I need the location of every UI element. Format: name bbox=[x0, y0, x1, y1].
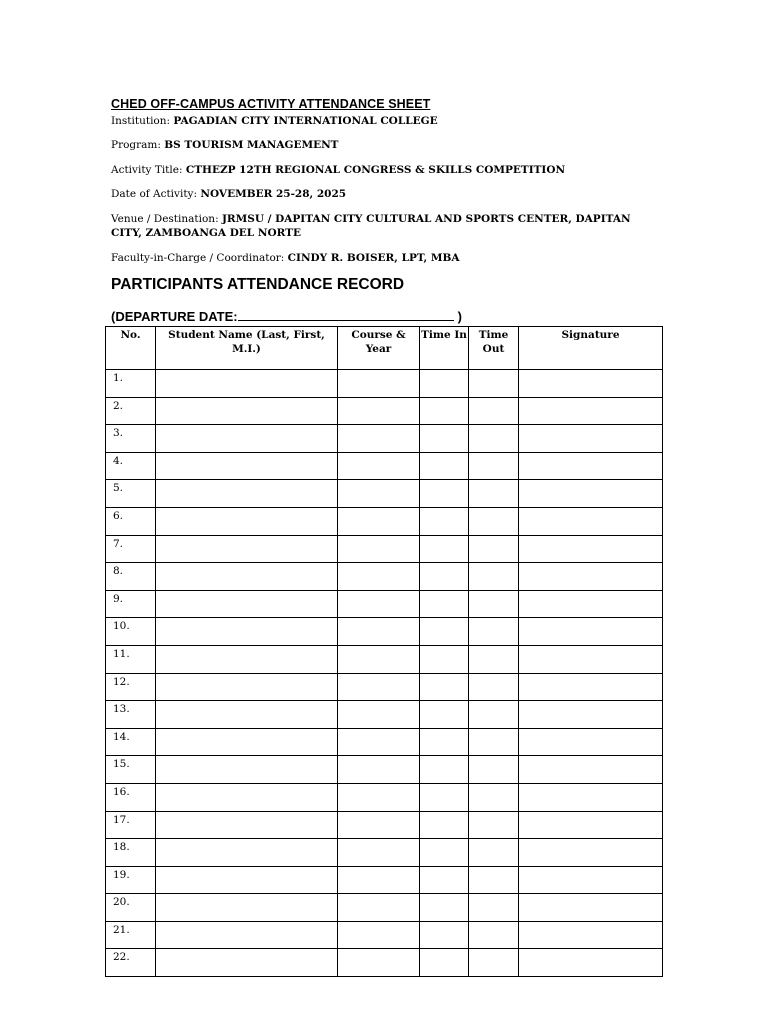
time-in-cell[interactable] bbox=[420, 894, 469, 922]
header-course-year: Course & Year bbox=[338, 327, 420, 370]
student-name-cell[interactable] bbox=[156, 480, 338, 508]
table-row bbox=[106, 728, 663, 756]
time-in-cell[interactable] bbox=[420, 728, 469, 756]
table-row bbox=[106, 894, 663, 922]
table-row bbox=[106, 425, 663, 453]
signature-cell[interactable] bbox=[519, 618, 663, 646]
time-in-cell[interactable] bbox=[420, 921, 469, 949]
time-out-cell[interactable] bbox=[469, 701, 519, 729]
signature-cell[interactable] bbox=[519, 397, 663, 425]
course-year-cell[interactable] bbox=[338, 728, 420, 756]
table-row bbox=[106, 397, 663, 425]
table-row bbox=[106, 535, 663, 563]
table-row bbox=[106, 949, 663, 977]
table-row bbox=[106, 866, 663, 894]
attendance-table-body bbox=[106, 370, 663, 977]
row-number: 9. bbox=[106, 590, 156, 618]
program-line bbox=[111, 138, 651, 152]
row-number: 16. bbox=[106, 783, 156, 811]
time-in-cell[interactable] bbox=[420, 480, 469, 508]
student-name-cell[interactable] bbox=[156, 673, 338, 701]
time-in-cell[interactable] bbox=[420, 507, 469, 535]
row-number: 5. bbox=[106, 480, 156, 508]
institution-label: Institution: bbox=[111, 115, 171, 127]
course-year-cell[interactable] bbox=[338, 452, 420, 480]
course-year-cell[interactable] bbox=[338, 673, 420, 701]
row-number: 6. bbox=[106, 507, 156, 535]
time-in-cell[interactable] bbox=[420, 370, 469, 398]
course-year-cell[interactable] bbox=[338, 590, 420, 618]
student-name-cell[interactable] bbox=[156, 618, 338, 646]
student-name-cell[interactable] bbox=[156, 728, 338, 756]
signature-cell[interactable] bbox=[519, 701, 663, 729]
row-number: 8. bbox=[106, 563, 156, 591]
signature-cell[interactable] bbox=[519, 811, 663, 839]
time-out-cell[interactable] bbox=[469, 811, 519, 839]
table-row bbox=[106, 839, 663, 867]
time-out-cell[interactable] bbox=[469, 783, 519, 811]
student-name-cell[interactable] bbox=[156, 921, 338, 949]
time-in-cell[interactable] bbox=[420, 839, 469, 867]
student-name-cell[interactable] bbox=[156, 590, 338, 618]
time-out-cell[interactable] bbox=[469, 618, 519, 646]
time-out-cell[interactable] bbox=[469, 507, 519, 535]
row-number: 15. bbox=[106, 756, 156, 784]
time-out-cell[interactable] bbox=[469, 756, 519, 784]
table-row bbox=[106, 618, 663, 646]
time-out-cell[interactable] bbox=[469, 563, 519, 591]
course-year-cell[interactable] bbox=[338, 894, 420, 922]
time-out-cell[interactable] bbox=[469, 452, 519, 480]
student-name-cell[interactable] bbox=[156, 783, 338, 811]
table-row bbox=[106, 645, 663, 673]
table-row bbox=[106, 701, 663, 729]
row-number: 14. bbox=[106, 728, 156, 756]
signature-cell[interactable] bbox=[519, 866, 663, 894]
signature-cell[interactable] bbox=[519, 949, 663, 977]
row-number: 20. bbox=[106, 894, 156, 922]
coordinator-label: Faculty-in-Charge / Coordinator: bbox=[111, 252, 285, 264]
header-no: No. bbox=[106, 327, 156, 370]
course-year-cell[interactable] bbox=[338, 866, 420, 894]
table-row bbox=[106, 783, 663, 811]
row-number: 22. bbox=[106, 949, 156, 977]
time-in-cell[interactable] bbox=[420, 949, 469, 977]
time-out-cell[interactable] bbox=[469, 425, 519, 453]
header-signature: Signature bbox=[519, 327, 663, 370]
date-of-activity-line bbox=[111, 187, 651, 201]
time-out-cell[interactable] bbox=[469, 866, 519, 894]
course-year-cell[interactable] bbox=[338, 921, 420, 949]
course-year-cell[interactable] bbox=[338, 563, 420, 591]
time-in-cell[interactable] bbox=[420, 618, 469, 646]
time-out-cell[interactable] bbox=[469, 590, 519, 618]
coordinator-line bbox=[111, 251, 651, 265]
signature-cell[interactable] bbox=[519, 563, 663, 591]
signature-cell[interactable] bbox=[519, 673, 663, 701]
time-in-cell[interactable] bbox=[420, 452, 469, 480]
student-name-cell[interactable] bbox=[156, 535, 338, 563]
time-in-cell[interactable] bbox=[420, 590, 469, 618]
table-row bbox=[106, 921, 663, 949]
row-number: 17. bbox=[106, 811, 156, 839]
table-row bbox=[106, 507, 663, 535]
signature-cell[interactable] bbox=[519, 728, 663, 756]
student-name-cell[interactable] bbox=[156, 645, 338, 673]
time-out-cell[interactable] bbox=[469, 480, 519, 508]
signature-cell[interactable] bbox=[519, 370, 663, 398]
time-out-cell[interactable] bbox=[469, 535, 519, 563]
header-time-out: Time Out bbox=[469, 327, 519, 370]
signature-cell[interactable] bbox=[519, 894, 663, 922]
student-name-cell[interactable] bbox=[156, 452, 338, 480]
departure-date-blank[interactable] bbox=[238, 308, 454, 321]
table-row bbox=[106, 563, 663, 591]
course-year-cell[interactable] bbox=[338, 839, 420, 867]
row-number: 7. bbox=[106, 535, 156, 563]
time-in-cell[interactable] bbox=[420, 783, 469, 811]
table-row bbox=[106, 590, 663, 618]
header-time-in: Time In bbox=[420, 327, 469, 370]
departure-date-close: ) bbox=[457, 309, 462, 324]
time-out-cell[interactable] bbox=[469, 673, 519, 701]
time-in-cell[interactable] bbox=[420, 866, 469, 894]
row-number: 12. bbox=[106, 673, 156, 701]
student-name-cell[interactable] bbox=[156, 563, 338, 591]
row-number: 21. bbox=[106, 921, 156, 949]
student-name-cell[interactable] bbox=[156, 507, 338, 535]
student-name-cell[interactable] bbox=[156, 811, 338, 839]
time-in-cell[interactable] bbox=[420, 701, 469, 729]
coordinator-value: CINDY R. BOISER, LPT, MBA bbox=[287, 252, 460, 264]
signature-cell[interactable] bbox=[519, 839, 663, 867]
course-year-cell[interactable] bbox=[338, 783, 420, 811]
signature-cell[interactable] bbox=[519, 783, 663, 811]
course-year-cell[interactable] bbox=[338, 811, 420, 839]
time-in-cell[interactable] bbox=[420, 397, 469, 425]
student-name-cell[interactable] bbox=[156, 894, 338, 922]
program-label: Program: bbox=[111, 139, 161, 151]
venue-value: JRMSU / DAPITAN CITY CULTURAL AND SPORTS CENTER, DAPITAN CITY, ZAMBOANGA DEL NORTE bbox=[111, 213, 631, 239]
institution-value: PAGADIAN CITY INTERNATIONAL COLLEGE bbox=[173, 115, 438, 127]
row-number: 3. bbox=[106, 425, 156, 453]
time-out-cell[interactable] bbox=[469, 728, 519, 756]
course-year-cell[interactable] bbox=[338, 618, 420, 646]
time-in-cell[interactable] bbox=[420, 756, 469, 784]
time-in-cell[interactable] bbox=[420, 535, 469, 563]
student-name-cell[interactable] bbox=[156, 701, 338, 729]
time-in-cell[interactable] bbox=[420, 645, 469, 673]
course-year-cell[interactable] bbox=[338, 756, 420, 784]
header-student-name: Student Name (Last, First, M.I.) bbox=[156, 327, 338, 370]
time-out-cell[interactable] bbox=[469, 839, 519, 867]
signature-cell[interactable] bbox=[519, 452, 663, 480]
institution-line bbox=[111, 114, 651, 128]
course-year-cell[interactable] bbox=[338, 949, 420, 977]
row-number: 18. bbox=[106, 839, 156, 867]
activity-title-label: Activity Title: bbox=[111, 164, 183, 176]
time-out-cell[interactable] bbox=[469, 370, 519, 398]
program-value: BS TOURISM MANAGEMENT bbox=[164, 139, 339, 151]
time-in-cell[interactable] bbox=[420, 673, 469, 701]
signature-cell[interactable] bbox=[519, 507, 663, 535]
record-title: PARTICIPANTS ATTENDANCE RECORD bbox=[111, 276, 405, 293]
time-out-cell[interactable] bbox=[469, 397, 519, 425]
row-number: 2. bbox=[106, 397, 156, 425]
row-number: 11. bbox=[106, 645, 156, 673]
course-year-cell[interactable] bbox=[338, 425, 420, 453]
student-name-cell[interactable] bbox=[156, 425, 338, 453]
venue-label: Venue / Destination: bbox=[111, 213, 219, 225]
activity-title-value: CTHEZP 12TH REGIONAL CONGRESS & SKILLS COMPETITION bbox=[185, 164, 566, 176]
table-row bbox=[106, 370, 663, 398]
table-row bbox=[106, 673, 663, 701]
time-out-cell[interactable] bbox=[469, 645, 519, 673]
row-number: 1. bbox=[106, 370, 156, 398]
row-number: 19. bbox=[106, 866, 156, 894]
departure-date-line bbox=[111, 308, 462, 324]
table-row bbox=[106, 756, 663, 784]
course-year-cell[interactable] bbox=[338, 701, 420, 729]
activity-title-line bbox=[111, 163, 651, 177]
signature-cell[interactable] bbox=[519, 921, 663, 949]
time-in-cell[interactable] bbox=[420, 811, 469, 839]
time-out-cell[interactable] bbox=[469, 894, 519, 922]
student-name-cell[interactable] bbox=[156, 949, 338, 977]
course-year-cell[interactable] bbox=[338, 480, 420, 508]
signature-cell[interactable] bbox=[519, 425, 663, 453]
student-name-cell[interactable] bbox=[156, 370, 338, 398]
time-out-cell[interactable] bbox=[469, 921, 519, 949]
course-year-cell[interactable] bbox=[338, 535, 420, 563]
signature-cell[interactable] bbox=[519, 535, 663, 563]
course-year-cell[interactable] bbox=[338, 645, 420, 673]
date-of-activity-value: NOVEMBER 25-28, 2025 bbox=[200, 188, 347, 200]
student-name-cell[interactable] bbox=[156, 756, 338, 784]
table-row bbox=[106, 811, 663, 839]
course-year-cell[interactable] bbox=[338, 397, 420, 425]
date-of-activity-label: Date of Activity: bbox=[111, 188, 198, 200]
row-number: 13. bbox=[106, 701, 156, 729]
course-year-cell[interactable] bbox=[338, 370, 420, 398]
student-name-cell[interactable] bbox=[156, 397, 338, 425]
signature-cell[interactable] bbox=[519, 480, 663, 508]
departure-date-label: (DEPARTURE DATE: bbox=[111, 309, 238, 324]
signature-cell[interactable] bbox=[519, 590, 663, 618]
row-number: 10. bbox=[106, 618, 156, 646]
venue-line bbox=[111, 212, 651, 240]
course-year-cell[interactable] bbox=[338, 507, 420, 535]
attendance-table bbox=[105, 326, 663, 977]
time-in-cell[interactable] bbox=[420, 425, 469, 453]
time-in-cell[interactable] bbox=[420, 563, 469, 591]
student-name-cell[interactable] bbox=[156, 866, 338, 894]
document-title: CHED OFF-CAMPUS ACTIVITY ATTENDANCE SHEET bbox=[111, 97, 431, 111]
signature-cell[interactable] bbox=[519, 756, 663, 784]
time-out-cell[interactable] bbox=[469, 949, 519, 977]
student-name-cell[interactable] bbox=[156, 839, 338, 867]
table-header-row bbox=[106, 327, 663, 370]
row-number: 4. bbox=[106, 452, 156, 480]
signature-cell[interactable] bbox=[519, 645, 663, 673]
table-row bbox=[106, 480, 663, 508]
table-row bbox=[106, 452, 663, 480]
